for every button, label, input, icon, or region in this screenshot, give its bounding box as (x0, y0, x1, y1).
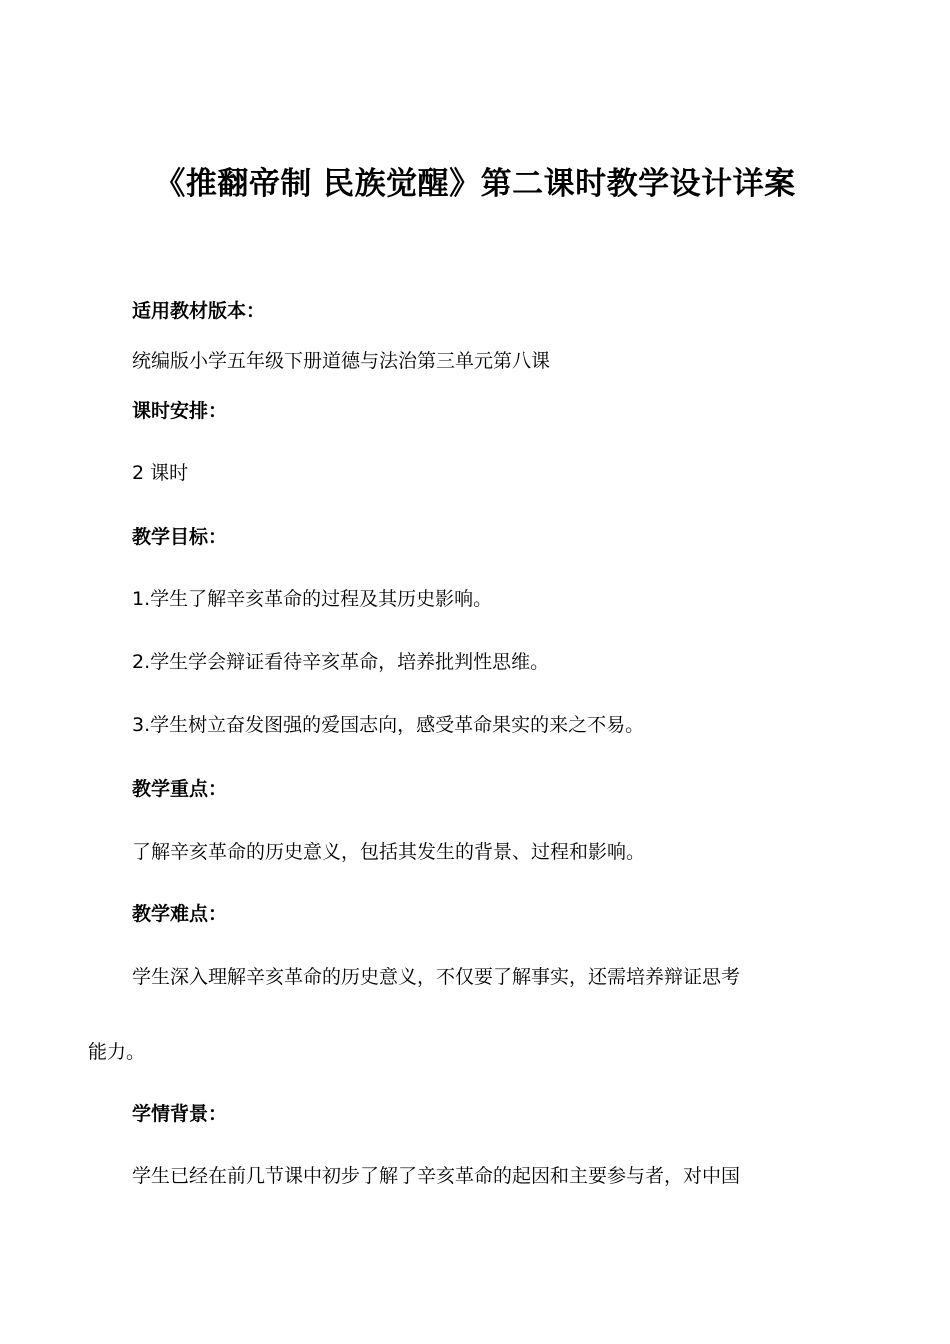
heading-class-schedule: 课时安排： (132, 400, 228, 422)
heading-teaching-focus: 教学重点： (132, 778, 228, 800)
objective-item-2: 2.学生学会辩证看待辛亥革命，培养批判性思维。 (132, 651, 550, 673)
heading-teaching-objectives: 教学目标： (132, 526, 228, 548)
textbook-version-text: 统编版小学五年级下册道德与法治第三单元第八课 (132, 350, 551, 372)
teaching-focus-text: 了解辛亥革命的历史意义，包括其发生的背景、过程和影响。 (132, 841, 646, 863)
heading-textbook-version: 适用教材版本： (132, 300, 266, 322)
teaching-difficulty-line-2: 能力。 (88, 1041, 146, 1063)
teaching-difficulty-line-1: 学生深入理解辛亥革命的历史意义，不仅要了解事实，还需培养辩证思考 (132, 966, 741, 988)
objective-item-3: 3.学生树立奋发图强的爱国志向，感受革命果实的来之不易。 (132, 714, 645, 736)
student-background-line-1: 学生已经在前几节课中初步了解了辛亥革命的起因和主要参与者，对中国 (132, 1165, 741, 1187)
class-schedule-text: 2 课时 (132, 462, 189, 484)
document-title: 《推翻帝制 民族觉醒》第二课时教学设计详案 (154, 166, 796, 202)
objective-item-1: 1.学生了解辛亥革命的过程及其历史影响。 (132, 588, 493, 610)
heading-student-background: 学情背景： (132, 1103, 228, 1125)
heading-teaching-difficulty: 教学难点： (132, 903, 228, 925)
